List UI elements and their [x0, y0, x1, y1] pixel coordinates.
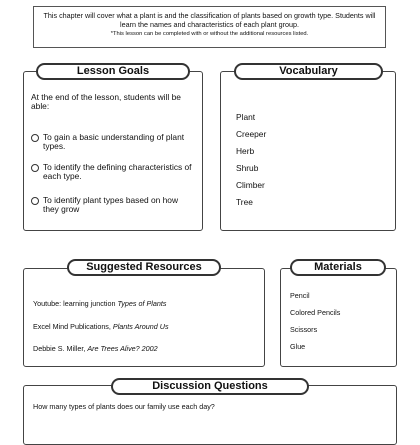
resource-item: Debbie S. Miller, Are Trees Alive? 2002: [33, 344, 158, 353]
vocabulary-heading: Vocabulary: [234, 63, 383, 80]
checkbox-icon[interactable]: [31, 134, 39, 142]
material-item: Scissors: [290, 325, 318, 334]
vocab-item: Shrub: [236, 163, 259, 173]
checkbox-icon[interactable]: [31, 197, 39, 205]
lesson-goals-heading: Lesson Goals: [36, 63, 190, 80]
intro-note: *This lesson can be completed with or without the additional resources listed.: [110, 31, 309, 38]
checkbox-icon[interactable]: [31, 164, 39, 172]
material-item: Glue: [290, 342, 306, 351]
lesson-goals-intro: At the end of the lesson, students will be able:: [31, 92, 181, 111]
material-item: Pencil: [290, 291, 310, 300]
goal-text: To gain a basic understanding of plant types.: [43, 132, 185, 151]
vocab-item: Creeper: [236, 129, 267, 139]
resources-heading: Suggested Resources: [67, 259, 221, 276]
goal-text: To identify the defining characteristics of each type.: [43, 162, 192, 181]
goal-item: [31, 196, 196, 214]
materials-heading: Materials: [290, 259, 386, 276]
discussion-question: How many types of plants does our family use each day?: [33, 402, 215, 411]
vocab-item: Climber: [236, 180, 265, 190]
vocab-item: Plant: [236, 112, 256, 122]
goal-text: To identify plant types based on how they grow: [43, 195, 179, 214]
goal-item: [31, 163, 196, 181]
discussion-heading: Discussion Questions: [111, 378, 309, 395]
goal-item: [31, 133, 196, 151]
materials-box: [280, 268, 397, 367]
intro-box: [33, 6, 386, 48]
resource-item: Excel Mind Publications, Plants Around Us: [33, 322, 169, 331]
vocab-item: Tree: [236, 197, 253, 207]
resource-item: Youtube: learning junction Types of Plants: [33, 299, 167, 308]
intro-text: This chapter will cover what a plant is and the classification of plants based on growth type. Students will learn the names and characteristics of each plant group.: [43, 11, 376, 29]
vocab-item: Herb: [236, 146, 255, 156]
material-item: Colored Pencils: [290, 308, 341, 317]
